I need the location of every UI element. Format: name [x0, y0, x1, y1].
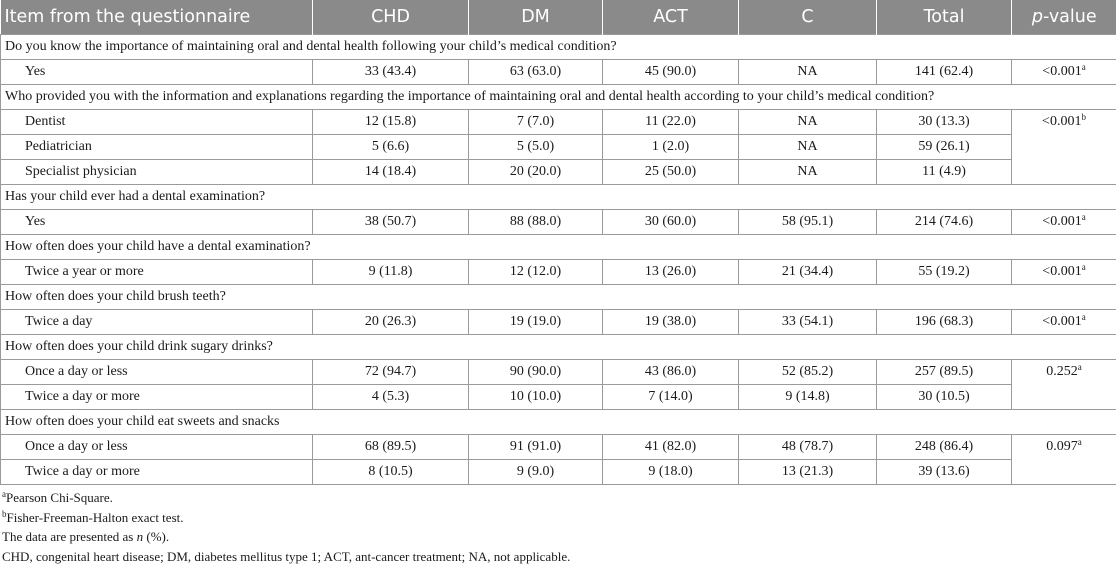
row-label: Dentist — [1, 110, 313, 135]
footnote-data-format — [2, 527, 1116, 547]
cell-total: 59 (26.1) — [877, 135, 1012, 160]
cell-chd: 5 (6.6) — [313, 135, 469, 160]
question-text: Has your child ever had a dental examination? — [1, 185, 1116, 210]
cell-chd: 8 (10.5) — [313, 460, 469, 485]
cell-dm: 7 (7.0) — [469, 110, 603, 135]
table-row — [1, 135, 1116, 160]
cell-total: 55 (19.2) — [877, 260, 1012, 285]
cell-c: 13 (21.3) — [739, 460, 877, 485]
cell-act: 43 (86.0) — [603, 360, 739, 385]
footnote-a-mark: a — [2, 489, 6, 499]
row-label: Yes — [1, 210, 313, 235]
cell-act: 7 (14.0) — [603, 385, 739, 410]
cell-c: NA — [739, 110, 877, 135]
cell-dm: 19 (19.0) — [469, 310, 603, 335]
cell-c: 52 (85.2) — [739, 360, 877, 385]
p-note: a — [1081, 62, 1086, 72]
row-label: Twice a day — [1, 310, 313, 335]
cell-p-value — [1012, 435, 1116, 485]
table-row — [1, 210, 1116, 235]
cell-c: 21 (34.4) — [739, 260, 877, 285]
cell-chd: 68 (89.5) — [313, 435, 469, 460]
p-value: 0.252 — [1046, 364, 1078, 379]
question-text: How often does your child brush teeth? — [1, 285, 1116, 310]
cell-act: 41 (82.0) — [603, 435, 739, 460]
cell-act: 25 (50.0) — [603, 160, 739, 185]
cell-p-value — [1012, 260, 1116, 285]
footnote-data-post: (%). — [143, 529, 170, 544]
cell-total: 248 (86.4) — [877, 435, 1012, 460]
question-row — [1, 85, 1116, 110]
footnote-a — [2, 488, 1116, 508]
cell-act: 45 (90.0) — [603, 60, 739, 85]
question-text: How often does your child have a dental examination? — [1, 235, 1116, 260]
p-note: a — [1077, 362, 1082, 372]
cell-act: 30 (60.0) — [603, 210, 739, 235]
table-row — [1, 260, 1116, 285]
cell-p-value — [1012, 310, 1116, 335]
question-row — [1, 185, 1116, 210]
cell-chd: 72 (94.7) — [313, 360, 469, 385]
cell-dm: 91 (91.0) — [469, 435, 603, 460]
p-value: 0.097 — [1046, 439, 1078, 454]
table-row — [1, 460, 1116, 485]
cell-dm: 88 (88.0) — [469, 210, 603, 235]
cell-chd: 4 (5.3) — [313, 385, 469, 410]
question-row — [1, 285, 1116, 310]
p-value: <0.001 — [1042, 264, 1082, 279]
cell-total: 141 (62.4) — [877, 60, 1012, 85]
p-note: a — [1081, 262, 1086, 272]
row-label: Specialist physician — [1, 160, 313, 185]
cell-dm: 10 (10.0) — [469, 385, 603, 410]
row-label: Pediatrician — [1, 135, 313, 160]
cell-p-value — [1012, 360, 1116, 410]
header-dm: DM — [469, 0, 603, 35]
header-chd: CHD — [313, 0, 469, 35]
cell-p-value — [1012, 210, 1116, 235]
p-value: <0.001 — [1042, 114, 1082, 129]
cell-dm: 12 (12.0) — [469, 260, 603, 285]
cell-c: NA — [739, 160, 877, 185]
cell-total: 39 (13.6) — [877, 460, 1012, 485]
cell-dm: 20 (20.0) — [469, 160, 603, 185]
cell-act: 19 (38.0) — [603, 310, 739, 335]
cell-c: 58 (95.1) — [739, 210, 877, 235]
cell-chd: 9 (11.8) — [313, 260, 469, 285]
question-row — [1, 35, 1116, 60]
header-c: C — [739, 0, 877, 35]
row-label: Twice a day or more — [1, 460, 313, 485]
header-item: Item from the questionnaire — [1, 0, 313, 35]
cell-chd: 14 (18.4) — [313, 160, 469, 185]
p-note: a — [1077, 437, 1082, 447]
question-text: Do you know the importance of maintaining oral and dental health following your child’s medical condition? — [1, 35, 1116, 60]
cell-chd: 33 (43.4) — [313, 60, 469, 85]
table-row — [1, 360, 1116, 385]
p-value: <0.001 — [1042, 314, 1082, 329]
footnote-abbreviations: CHD, congenital heart disease; DM, diabetes mellitus type 1; ACT, ant-cancer treatment; NA, not applicable. — [2, 548, 571, 564]
cell-total: 257 (89.5) — [877, 360, 1012, 385]
table-footnotes — [0, 488, 1116, 566]
cell-c: NA — [739, 135, 877, 160]
footnote-a-text: Pearson Chi-Square. — [6, 490, 113, 505]
table-row — [1, 385, 1116, 410]
cell-total: 30 (10.5) — [877, 385, 1012, 410]
header-act: ACT — [603, 0, 739, 35]
cell-total: 196 (68.3) — [877, 310, 1012, 335]
p-note: a — [1081, 212, 1086, 222]
header-row — [1, 0, 1116, 35]
question-text: How often does your child drink sugary drinks? — [1, 335, 1116, 360]
p-note: a — [1081, 312, 1086, 322]
question-text: How often does your child eat sweets and snacks — [1, 410, 1116, 435]
cell-act: 1 (2.0) — [603, 135, 739, 160]
header-p-value — [1012, 0, 1116, 35]
cell-c: 48 (78.7) — [739, 435, 877, 460]
question-text: Who provided you with the information and explanations regarding the importance of maintaining oral and dental health according to your child’s medical condition? — [1, 85, 1116, 110]
cell-p-value — [1012, 110, 1116, 185]
row-label: Twice a year or more — [1, 260, 313, 285]
footnote-data-n: n — [136, 529, 144, 544]
row-label: Once a day or less — [1, 360, 313, 385]
cell-c: 9 (14.8) — [739, 385, 877, 410]
cell-c: NA — [739, 60, 877, 85]
cell-total: 11 (4.9) — [877, 160, 1012, 185]
footnote-data-pre: The data are presented as — [2, 529, 137, 544]
cell-c: 33 (54.1) — [739, 310, 877, 335]
footnote-b-mark: b — [2, 508, 7, 519]
footnote-b — [2, 508, 1116, 528]
footnote-b-text: Fisher-Freeman-Halton exact test. — [6, 509, 184, 525]
row-label: Once a day or less — [1, 435, 313, 460]
row-label: Twice a day or more — [1, 385, 313, 410]
cell-chd: 20 (26.3) — [313, 310, 469, 335]
cell-act: 9 (18.0) — [603, 460, 739, 485]
table-row — [1, 435, 1116, 460]
table-row — [1, 60, 1116, 85]
header-p-rest: -value — [1042, 7, 1097, 27]
cell-chd: 38 (50.7) — [313, 210, 469, 235]
table-row — [1, 310, 1116, 335]
cell-total: 30 (13.3) — [877, 110, 1012, 135]
question-row — [1, 335, 1116, 360]
cell-dm: 9 (9.0) — [469, 460, 603, 485]
cell-dm: 90 (90.0) — [469, 360, 603, 385]
cell-dm: 5 (5.0) — [469, 135, 603, 160]
cell-act: 13 (26.0) — [603, 260, 739, 285]
table-row — [1, 110, 1116, 135]
question-row — [1, 410, 1116, 435]
table-row — [1, 160, 1116, 185]
header-p-letter: p — [1031, 7, 1043, 27]
p-note: b — [1081, 112, 1086, 122]
header-total: Total — [877, 0, 1012, 35]
p-value: <0.001 — [1042, 214, 1082, 229]
cell-dm: 63 (63.0) — [469, 60, 603, 85]
cell-p-value — [1012, 60, 1116, 85]
row-label: Yes — [1, 60, 313, 85]
cell-act: 11 (22.0) — [603, 110, 739, 135]
cell-total: 214 (74.6) — [877, 210, 1012, 235]
question-row — [1, 235, 1116, 260]
cell-chd: 12 (15.8) — [313, 110, 469, 135]
p-value: <0.001 — [1042, 64, 1082, 79]
